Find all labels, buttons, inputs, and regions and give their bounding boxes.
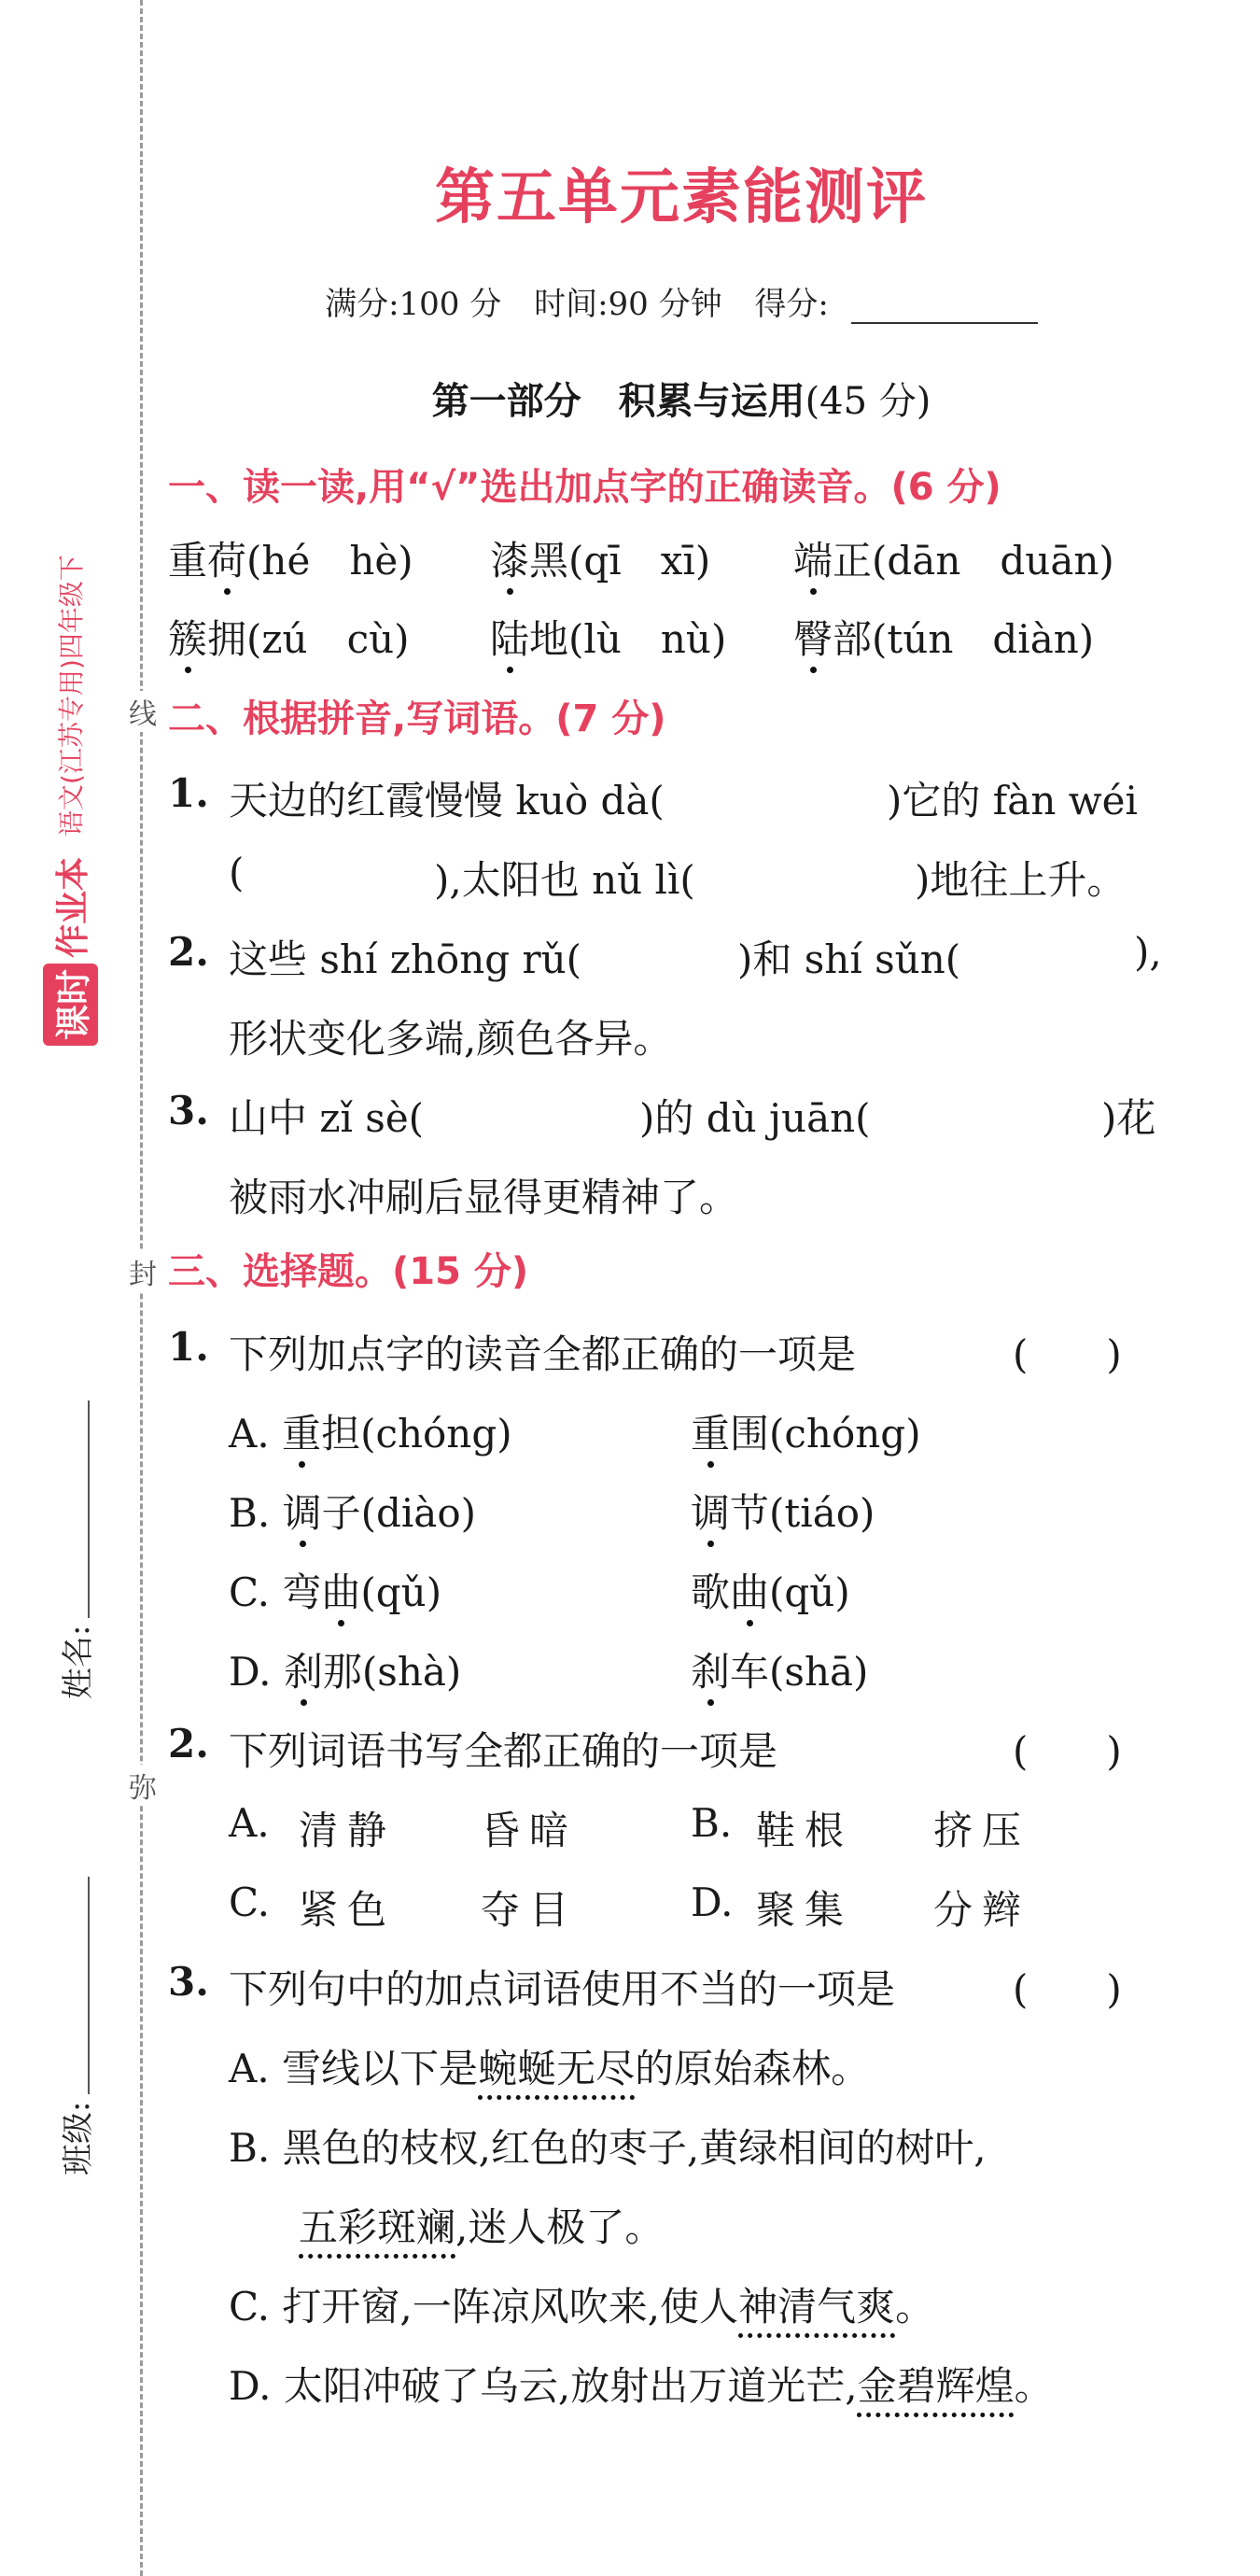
class-blank bbox=[60, 1877, 90, 2094]
q2-text: )和 shí sǔn( bbox=[737, 936, 961, 982]
mc-option: A. 雪线以下是蜿蜒无尽的原始森林。 bbox=[229, 2046, 871, 2091]
question-number: 2. bbox=[168, 1721, 209, 1767]
question-number: 2. bbox=[168, 929, 209, 975]
mc-stem: 下列句中的加点词语使用不当的一项是 bbox=[229, 1966, 896, 2012]
mc-stem: 下列加点字的读音全都正确的一项是 bbox=[229, 1331, 857, 1377]
pinyin-row-1 bbox=[168, 530, 1195, 586]
section-three-heading: 三、选择题。(15 分) bbox=[168, 1250, 529, 1293]
dotted-phrase: 五彩斑斓 bbox=[299, 2204, 456, 2250]
q2-text: 这些 shí zhōng rǔ( bbox=[229, 936, 582, 982]
time-limit: 时间:90 分钟 bbox=[534, 286, 722, 323]
mc-word: 鞋根 bbox=[756, 1808, 854, 1853]
mc-word: 清静 bbox=[299, 1808, 397, 1853]
q3-text: )的 dù juān( bbox=[639, 1095, 871, 1141]
mc-option-b: 刹车(shā) bbox=[691, 1649, 869, 1695]
part-one-title bbox=[168, 372, 1195, 425]
answer-bracket: ( ) bbox=[1013, 1966, 1122, 2012]
mc-option: C. 弯曲(qǔ) bbox=[229, 1570, 442, 1615]
cut-word-line: 线 bbox=[129, 691, 153, 732]
section-two-heading: 二、根据拼音,写词语。(7 分) bbox=[168, 697, 666, 740]
answer-bracket: ( ) bbox=[1013, 1728, 1122, 1774]
mc-option-b: 重围(chóng) bbox=[691, 1411, 921, 1457]
q1-text: )地往上升。 bbox=[915, 857, 1127, 903]
class-label: 班级: bbox=[59, 2101, 97, 2175]
pinyin-item: 簇拥(zú cù) bbox=[168, 616, 410, 662]
pinyin-row-2 bbox=[168, 609, 1195, 665]
mc-option-label: D. bbox=[691, 1879, 734, 1925]
brand-logo: 课时 bbox=[43, 964, 98, 1046]
mc-option: B. 调子(diào) bbox=[229, 1490, 477, 1536]
mc-stem: 下列词语书写全都正确的一项是 bbox=[229, 1728, 778, 1774]
q1-text: 天边的红霞慢慢 kuò dà( bbox=[229, 778, 665, 823]
brand-name: 作业本 bbox=[53, 856, 92, 958]
q2-text: 形状变化多端,颜色各异。 bbox=[229, 1016, 673, 1062]
mc-option-b: 调节(tiáo) bbox=[691, 1490, 875, 1536]
name-label: 姓名: bbox=[59, 1625, 97, 1699]
pinyin-item: 重荷(hé hè) bbox=[168, 538, 413, 584]
name-blank bbox=[60, 1401, 90, 1618]
q3-text: )花 bbox=[1101, 1095, 1156, 1141]
pinyin-item: 臀部(tún diàn) bbox=[793, 616, 1095, 662]
part-one-name: 第一部分 积累与运用 bbox=[431, 379, 805, 423]
question-number: 1. bbox=[168, 1324, 209, 1370]
brand-vertical bbox=[37, 373, 103, 1046]
q1-text: ),太阳也 nǔ lì( bbox=[434, 857, 695, 903]
class-field bbox=[47, 1877, 103, 2175]
name-field bbox=[47, 1401, 103, 1699]
page-title: 第五单元素能测评 bbox=[435, 162, 928, 232]
mc-word: 紧色 bbox=[299, 1887, 397, 1933]
full-score: 满分:100 分 bbox=[325, 286, 502, 323]
mc-option-label: B. bbox=[691, 1800, 733, 1846]
pinyin-item: 陆地(lù nù) bbox=[490, 616, 727, 662]
pinyin-item: 漆黑(qī xī) bbox=[490, 538, 711, 584]
cut-word-close: 弥 bbox=[129, 1765, 153, 1806]
mc-option-label: A. bbox=[229, 1800, 270, 1846]
question-number: 3. bbox=[168, 1959, 209, 2005]
q1-text: ( bbox=[229, 850, 245, 895]
mc-word: 聚集 bbox=[756, 1887, 854, 1933]
q1-text: )它的 fàn wéi bbox=[887, 778, 1138, 823]
mc-word: 挤压 bbox=[933, 1808, 1031, 1853]
score-meta bbox=[168, 278, 1195, 324]
mc-option-cont: 五彩斑斓,迷人极了。 bbox=[299, 2204, 665, 2250]
mc-word: 昏暗 bbox=[481, 1808, 579, 1853]
mc-word: 夺目 bbox=[481, 1887, 579, 1933]
cut-word-seal: 封 bbox=[129, 1251, 153, 1292]
dotted-phrase: 金碧辉煌 bbox=[857, 2363, 1015, 2409]
dotted-phrase: 蜿蜒无尽 bbox=[478, 2046, 636, 2091]
part-one-points: (45 分) bbox=[805, 380, 931, 423]
mc-option: D. 刹那(shà) bbox=[229, 1649, 462, 1695]
mc-option-b: 歌曲(qǔ) bbox=[691, 1570, 850, 1615]
question-number: 1. bbox=[168, 770, 209, 816]
mc-word: 分辫 bbox=[933, 1887, 1031, 1933]
mc-option: B. 黑色的枝杈,红色的枣子,黄绿相间的树叶, bbox=[229, 2125, 987, 2171]
pinyin-item: 端正(dān duān) bbox=[793, 538, 1114, 584]
q3-text: 被雨水冲刷后显得更精神了。 bbox=[229, 1175, 739, 1220]
q3-text: 山中 zǐ sè( bbox=[229, 1095, 425, 1141]
mc-option: C. 打开窗,一阵凉风吹来,使人神清气爽。 bbox=[229, 2284, 935, 2330]
question-number: 3. bbox=[168, 1088, 209, 1133]
mc-option: A. 重担(chóng) bbox=[229, 1411, 512, 1457]
score-blank bbox=[851, 292, 1038, 324]
answer-bracket: ( ) bbox=[1013, 1331, 1122, 1377]
brand-subtitle: 语文(江苏专用)四年级下 bbox=[56, 555, 87, 837]
q2-text: ), bbox=[1134, 929, 1162, 975]
mc-option-label: C. bbox=[229, 1879, 270, 1925]
section-one-heading: 一、读一读,用“√”选出加点字的正确读音。(6 分) bbox=[168, 466, 1001, 509]
dotted-phrase: 神清气爽 bbox=[738, 2284, 896, 2330]
score-label: 得分: bbox=[754, 286, 829, 323]
mc-option: D. 太阳冲破了乌云,放射出万道光芒,金碧辉煌。 bbox=[229, 2363, 1054, 2409]
